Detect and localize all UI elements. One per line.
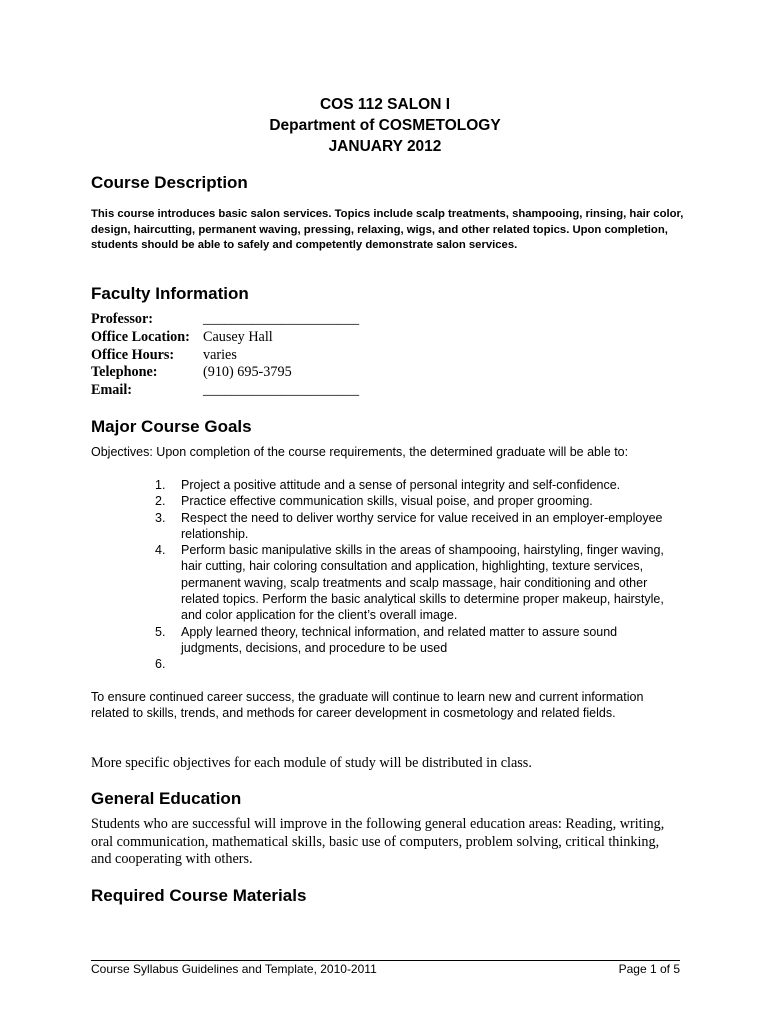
faculty-label: Professor: — [91, 311, 153, 327]
list-item — [155, 493, 675, 509]
faculty-information-heading: Faculty Information — [91, 284, 249, 303]
list-item — [155, 656, 675, 672]
list-number: 5. — [155, 624, 166, 639]
faculty-label: Telephone: — [91, 364, 158, 381]
list-item — [155, 510, 675, 543]
objectives-intro: Objectives: Upon completion of the course requirements, the determined graduate will be able to: — [91, 445, 629, 459]
department-title: Department of COSMETOLOGY — [269, 117, 501, 134]
more-objectives-text: More specific objectives for each module of study will be distributed in class. — [91, 755, 532, 771]
list-text: Perform basic manipulative skills in the areas of shampooing, hairstyling, finger waving, hair cutting, hair coloring consultation and application, highlighting, texture services, permanent waving, scalp treatments and scalp massage, hair conditioning and other related topics. Perform the basic analytical skills to determine proper makeup, hairstyle, and color application for the client’s overall image. — [181, 543, 664, 623]
required-course-materials-heading: Required Course Materials — [91, 886, 307, 905]
major-course-goals-heading: Major Course Goals — [91, 417, 252, 436]
faculty-value: ______________________ — [203, 382, 360, 399]
course-title: COS 112 SALON I — [319, 96, 451, 113]
list-item — [155, 477, 675, 493]
list-item — [155, 542, 675, 623]
general-education-heading: General Education — [91, 789, 242, 808]
footer-title: Course Syllabus Guidelines and Template, 2010-2011 — [91, 962, 377, 976]
list-text: Apply learned theory, technical information, and related matter to assure sound judgments, decisions, and procedure to be used — [181, 624, 618, 655]
goals-list — [155, 477, 675, 673]
list-text: Project a positive attitude and a sense of personal integrity and self-confidence. — [181, 478, 621, 492]
faculty-label: Office Hours: — [91, 346, 175, 363]
document-title — [0, 94, 770, 157]
list-item — [155, 624, 675, 657]
page-number: Page 1 of 5 — [618, 962, 680, 976]
general-education-text: Students who are successful will improve in the following general education areas: Reading, writing, oral communication, mathematical skills, basic use of computers, problem solving, critical thinking, and cooperating with others. — [91, 816, 665, 867]
term-title: JANUARY 2012 — [328, 138, 442, 155]
list-number: 2. — [155, 494, 166, 509]
faculty-value: ______________________ — [203, 311, 360, 327]
list-text: Practice effective communication skills, visual poise, and proper grooming. — [181, 494, 593, 509]
list-number: 6. — [155, 657, 166, 672]
faculty-label: Office Location: — [91, 328, 190, 345]
course-description-heading: Course Description — [91, 173, 248, 192]
course-description-text: This course introduces basic salon services. Topics include scalp treatments, shampooing, rinsing, hair color, design, haircutting, permanent waving, pressing, relaxing, wigs, and other related topics. Upon completion, students should be able to safely and competently demonstrate salon services. — [91, 208, 684, 251]
list-text: Respect the need to deliver worthy service for value received in an employer-employee relationship. — [181, 510, 663, 541]
faculty-value: varies — [203, 346, 237, 363]
career-success-text: To ensure continued career success, the graduate will continue to learn new and current information related to skills, trends, and methods for career development in cosmetology and related fields. — [91, 690, 644, 721]
list-number: 1. — [155, 478, 166, 492]
faculty-value: Causey Hall — [203, 328, 273, 345]
list-number: 3. — [155, 510, 166, 525]
footer-divider — [91, 960, 680, 961]
faculty-label: Email: — [91, 382, 132, 399]
list-number: 4. — [155, 543, 166, 558]
faculty-value: (910) 695-3795 — [203, 364, 292, 381]
